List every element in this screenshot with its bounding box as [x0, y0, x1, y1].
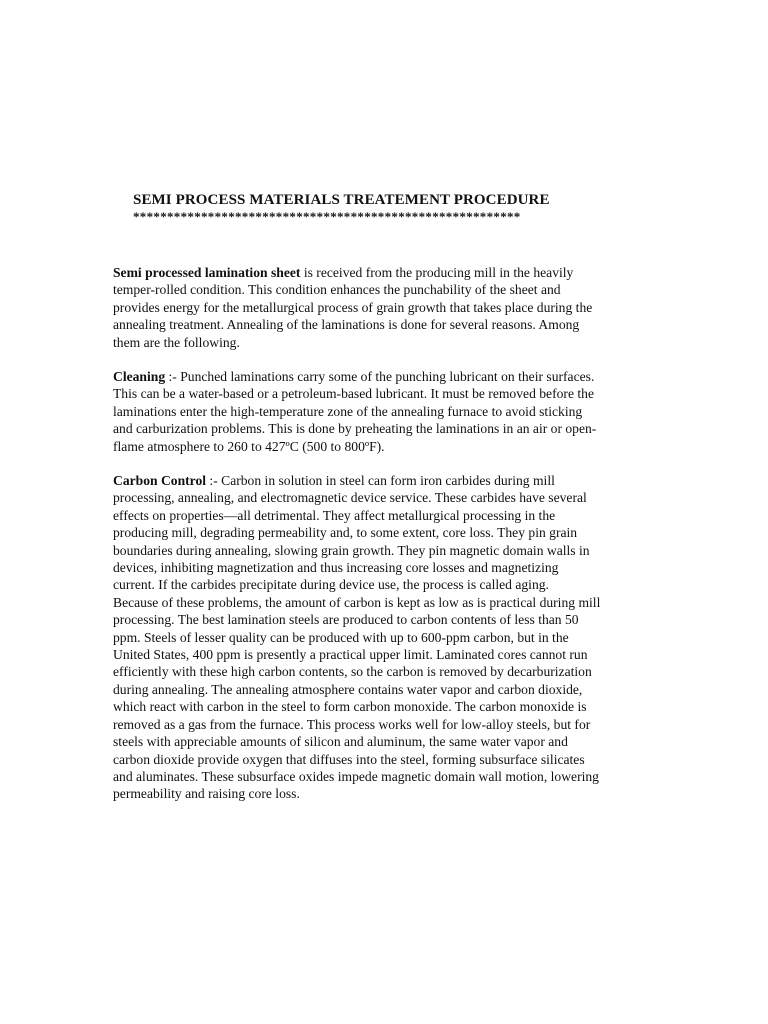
- paragraph-line: carbon dioxide provide oxygen that diffuses into the steel, forming subsurface silicates: [113, 751, 585, 767]
- paragraph-line: Because of these problems, the amount of carbon is kept as low as is practical during mill: [113, 594, 601, 610]
- paragraph-line: temper-rolled condition. This condition enhances the punchability of the sheet and: [113, 282, 561, 298]
- paragraph-lead: Semi processed lamination sheet: [113, 265, 301, 280]
- paragraph-line: This can be a water-based or a petroleum-based lubricant. It must be removed before the: [113, 386, 594, 402]
- paragraph-line: boundaries during annealing, slowing grain growth. They pin magnetic domain walls in: [113, 542, 590, 558]
- paragraph-cleaning: [113, 368, 658, 455]
- paragraph-line: effects on properties—all detrimental. They affect metallurgical processing in the: [113, 507, 556, 523]
- paragraph-line: [113, 472, 658, 489]
- paragraph-line: during annealing. The annealing atmosphere contains water vapor and carbon dioxide,: [113, 681, 583, 697]
- paragraph-semi-processed: [113, 264, 658, 351]
- paragraph-line: laminations enter the high-temperature zone of the annealing furnace to avoid sticking: [113, 403, 583, 419]
- paragraph-line: ppm. Steels of lesser quality can be produced with up to 600-ppm carbon, but in the: [113, 629, 569, 645]
- paragraph-line: producing mill, degrading permeability and, to some extent, core loss. They pin grain: [113, 525, 578, 541]
- paragraph-text: is received from the producing mill in the heavily: [300, 265, 574, 280]
- paragraph-line: which react with carbon in the steel to form carbon monoxide. The carbon monoxide is: [113, 699, 587, 715]
- paragraph-line: permeability and raising core loss.: [113, 786, 300, 802]
- paragraph-lead: Carbon Control: [113, 473, 207, 488]
- paragraph-line: and carburization problems. This is done by preheating the laminations in an air or open-: [113, 421, 597, 437]
- paragraph-line: them are the following.: [113, 334, 240, 350]
- paragraph-line: annealing treatment. Annealing of the laminations is done for several reasons. Among: [113, 317, 580, 333]
- paragraph-line: current. If the carbides precipitate during device use, the process is called aging.: [113, 577, 549, 593]
- paragraph-carbon-control: [113, 472, 658, 803]
- paragraph-line: efficiently with these high carbon contents, so the carbon is removed by decarburization: [113, 664, 592, 680]
- paragraph-line: processing. The best lamination steels are produced to carbon contents of less than 50: [113, 612, 579, 628]
- paragraph-text: :- Punched laminations carry some of the punching lubricant on their surfaces.: [165, 369, 595, 384]
- paragraph-text: :- Carbon in solution in steel can form iron carbides during mill: [206, 473, 555, 488]
- paragraph-line: provides energy for the metallurgical process of grain growth that takes place during the: [113, 299, 593, 315]
- paragraph-lead: Cleaning: [113, 369, 166, 384]
- paragraph-line: [113, 368, 658, 385]
- paragraph-line: [113, 264, 658, 281]
- title-separator: *********************************************************: [133, 209, 521, 224]
- paragraph-line: devices, inhibiting magnetization and thus increasing core losses and magnetizing: [113, 560, 559, 576]
- paragraph-line: United States, 400 ppm is presently a practical upper limit. Laminated cores cannot run: [113, 647, 588, 663]
- paragraph-line: steels with appreciable amounts of silicon and aluminum, the same water vapor and: [113, 734, 568, 750]
- paragraph-line: removed as a gas from the furnace. This process works well for low-alloy steels, but for: [113, 716, 591, 732]
- paragraph-line: and aluminates. These subsurface oxides impede magnetic domain wall motion, lowering: [113, 768, 599, 784]
- paragraph-line: processing, annealing, and electromagnetic device service. These carbides have several: [113, 490, 587, 506]
- document-title: SEMI PROCESS MATERIALS TREATEMENT PROCEDURE: [133, 192, 550, 208]
- paragraph-line: flame atmosphere to 260 to 427ºC (500 to 800ºF).: [113, 438, 385, 454]
